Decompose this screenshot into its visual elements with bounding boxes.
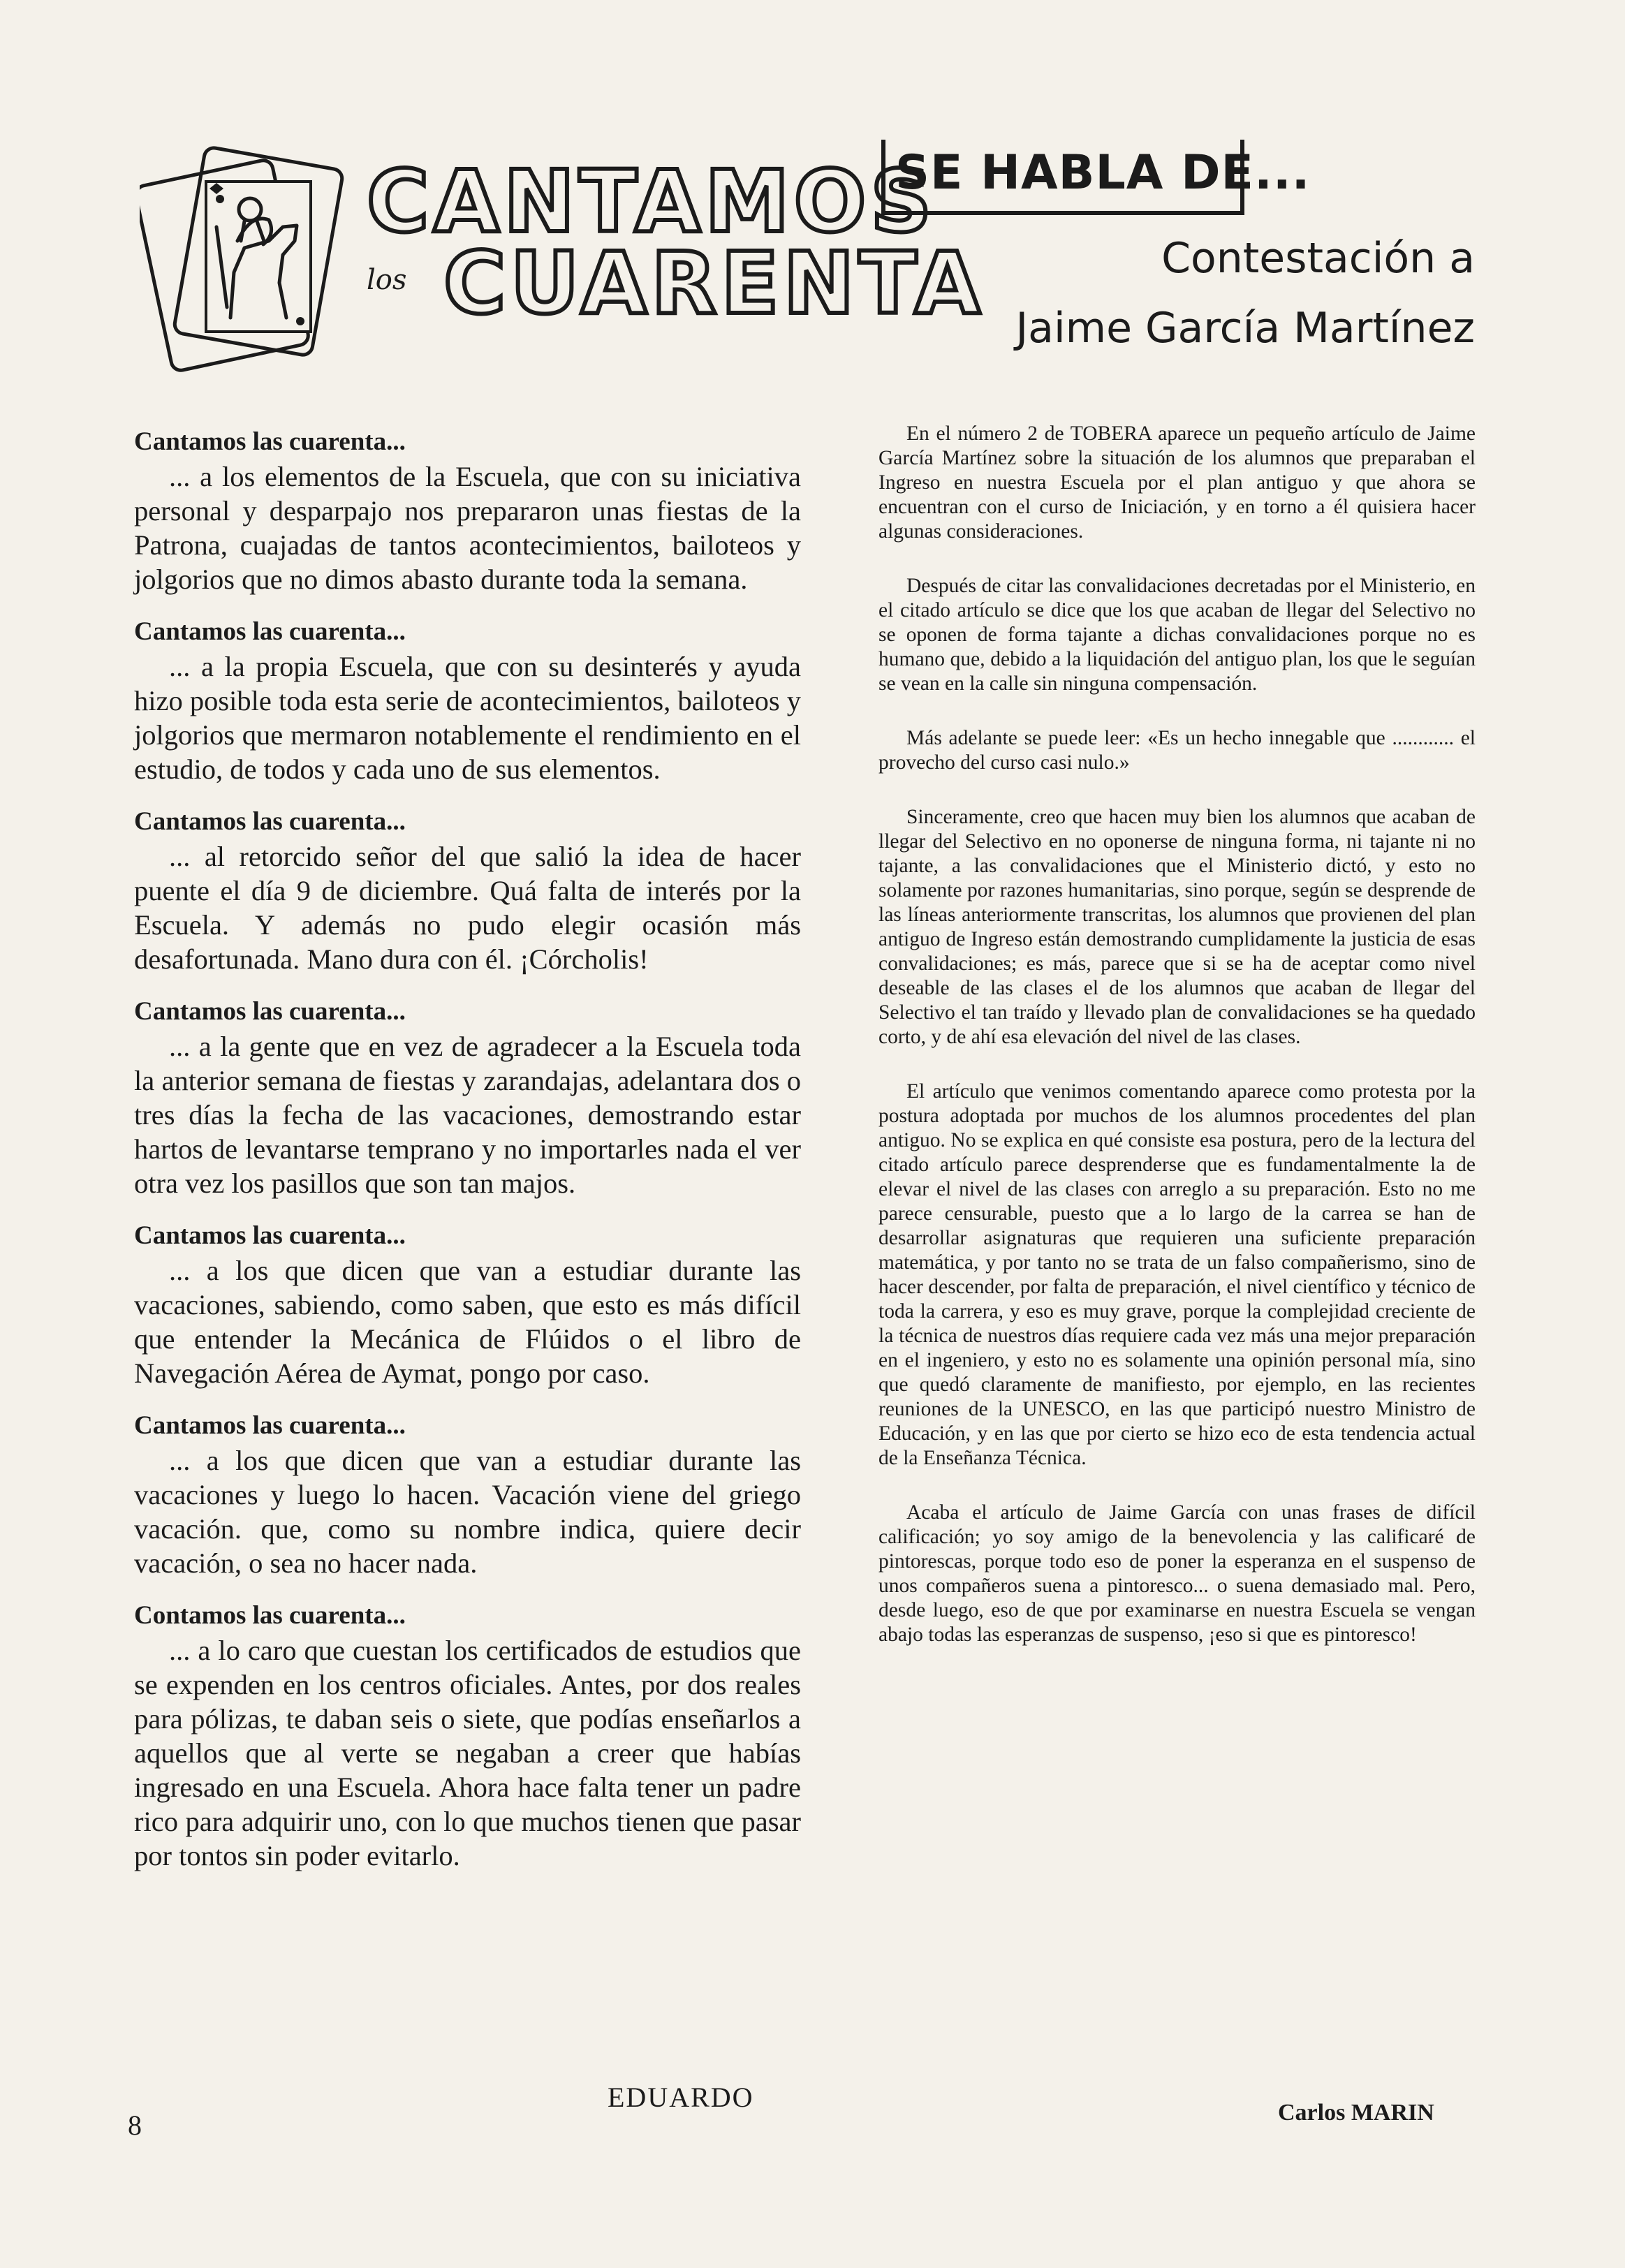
headline-line-1: Contestación a [1161, 234, 1475, 283]
right-column [878, 422, 1476, 1677]
left-column [134, 425, 801, 1891]
entry [134, 425, 801, 596]
entry-heading: Cantamos las cuarenta... [134, 997, 406, 1026]
title-line-2: CUARENTA [443, 234, 985, 333]
entry-body: ... a los elementos de la Escuela, que con su iniciativa personal y desparpajo nos prepararon unas fiestas de la Patrona, cuajadas de tantos acontecimientos, bailoteos y jolgorios que no dimos abasto durante toda la semana. [134, 461, 801, 595]
entry [134, 1598, 801, 1873]
left-signature: EDUARDO [608, 2082, 754, 2113]
article-paragraph: Sinceramente, creo que hacen muy bien los alumnos que acaban de llegar del Selectivo en no oponerse de ninguna forma, ni tajante ni no tajante, a las convalidaciones que el Ministerio dictó, y esto no solamente por razones humanitarias, sino porque, según se desprende de las líneas anteriormente transcritas, los alumnos que provienen del plan antiguo de Ingreso están demostrando cumplidamente la justicia de esas convalidaciones; es más, parece que si se ha de aceptar como nivel deseable de las clases el de los alumnos que acaban de llegar del Selectivo el tan traído y llevado plan de convalidaciones se ha quedado corto, y de ahí esa elevación del nivel de las clases. [878, 806, 1476, 1048]
entry [134, 614, 801, 786]
entry-heading: Cantamos las cuarenta... [134, 807, 406, 836]
entry-body: ... a la gente que en vez de agradecer a la Escuela toda la anterior semana de fiestas y zarandajas, adelantara dos o tres días la fecha de las vacaciones, demostrando estar hartos de levantarse temprano y no importarles nada el ver otra vez los pasillos que son tan majos. [134, 1031, 801, 1199]
entry-heading: Cantamos las cuarenta... [134, 1411, 406, 1440]
title-los: los [367, 264, 407, 296]
headline-line-2: Jaime García Martínez [1015, 304, 1475, 353]
article-paragraph: Después de citar las convalidaciones decretadas por el Ministerio, en el citado artículo se dice que los que acaban de llegar del Selectivo no se oponen de forma tajante a dichas convalidaciones porque no es humano que, debido a la liquidación del antiguo plan, los que le seguían se vean en la calle sin ninguna compensación. [878, 575, 1476, 695]
entry-heading: Cantamos las cuarenta... [134, 617, 406, 646]
article-paragraph: Más adelante se puede leer: «Es un hecho innegable que ............ el provecho del curso casi nulo.» [878, 727, 1476, 774]
playing-card-rider-icon [140, 143, 349, 374]
entry-body: ... a los que dicen que van a estudiar durante las vacaciones, sabiendo, como saben, que esto es más difícil que entender la Mecánica de Flúidos o el libro de Navegación Aérea de Aymat, pongo por caso. [134, 1255, 801, 1389]
entry-heading: Cantamos las cuarenta... [134, 427, 406, 456]
article-paragraph: En el número 2 de TOBERA aparece un pequeño artículo de Jaime García Martínez sobre la situación de los alumnos que preparaban el Ingreso en nuestra Escuela por el plan antiguo y que ahora se encuentran con el curso de Iniciación, y en torno a él quisiera hacer algunas consideraciones. [878, 422, 1476, 543]
section-label: SE HABLA DE... [881, 140, 1244, 215]
entry-body: ... al retorcido señor del que salió la idea de hacer puente el día 9 de diciembre. Quá falta de interés por la Escuela. Y además no pudo elegir ocasión más desafortunada. Mano dura con él. ¡Córcholis! [134, 841, 801, 975]
title-line-1: CANTAMOS [367, 152, 936, 251]
entry-body: ... a los que dicen que van a estudiar durante las vacaciones y luego lo hacen. Vacación viene del griego vacación. que, como su nombre indica, quiere decir vacación, o sea no hacer nada. [134, 1445, 801, 1579]
page-number: 8 [128, 2109, 142, 2141]
entry-body: ... a lo caro que cuestan los certificados de estudios que se expenden en los centros oficiales. Antes, por dos reales para pólizas, te daban seis o siete, que podías enseñarlos a aquellos que al verte se negaban a creer que habías ingresado en una Escuela. Ahora hace falta tener un padre rico para adquirir uno, con lo que muchos tienen que pasar por tontos sin poder evitarlo. [134, 1635, 801, 1871]
entry-heading: Cantamos las cuarenta... [134, 1221, 406, 1250]
entry-heading: Contamos las cuarenta... [134, 1601, 406, 1630]
entry [134, 804, 801, 976]
article-paragraph: El artículo que venimos comentando aparece como protesta por la postura adoptada por muchos de los alumnos procedentes del plan antiguo. No se explica en qué consiste esa postura, pero de la lectura del citado artículo parece desprenderse que es fundamentalmente la de elevar el nivel de las clases con arreglo a su preparación. Esto no me parece censurable, puesto que a lo largo de la carrea se han de desarrollar asignaturas que requieren una suficiente preparación matemática, y por tanto no se trata de un falso compañerismo, sino de hacer descender, por falta de preparación, el nivel científico y técnico de toda la carrera, y eso es muy grave, porque la complejidad creciente de la técnica de nuestros días requiere cada vez más una mejor preparación en el ingeniero, y esto no es solamente una opinión personal mía, sino que quedó claramente de manifiesto, por ejemplo, en las recientes reuniones de la UNESCO, en las que participó nuestro Ministro de Educación, y en las que por cierto se hizo eco de esta tendencia actual de la Enseñanza Técnica. [878, 1080, 1476, 1469]
right-signature: Carlos MARIN [1278, 2100, 1434, 2126]
entry-body: ... a la propia Escuela, que con su desinterés y ayuda hizo posible toda esta serie de acontecimientos, bailoteos y jolgorios que mermaron notablemente el rendimiento en el estudio, de todos y cada uno de sus elementos. [134, 651, 801, 785]
entry [134, 1218, 801, 1390]
entry [134, 1408, 801, 1580]
article-paragraph: Acaba el artículo de Jaime García con unas frases de difícil calificación; yo soy amigo de la benevolencia y las calificaré de pintorescas, porque todo eso de poner la esperanza en el suspenso de unos compañeros suena a pintoresco... o suena demasiado mal. Pero, desde luego, eso de que por examinarse en nuestra Escuela se vengan abajo todas las esperanzas de suspenso, ¡eso si que es pintoresco! [878, 1501, 1476, 1646]
entry [134, 994, 801, 1200]
